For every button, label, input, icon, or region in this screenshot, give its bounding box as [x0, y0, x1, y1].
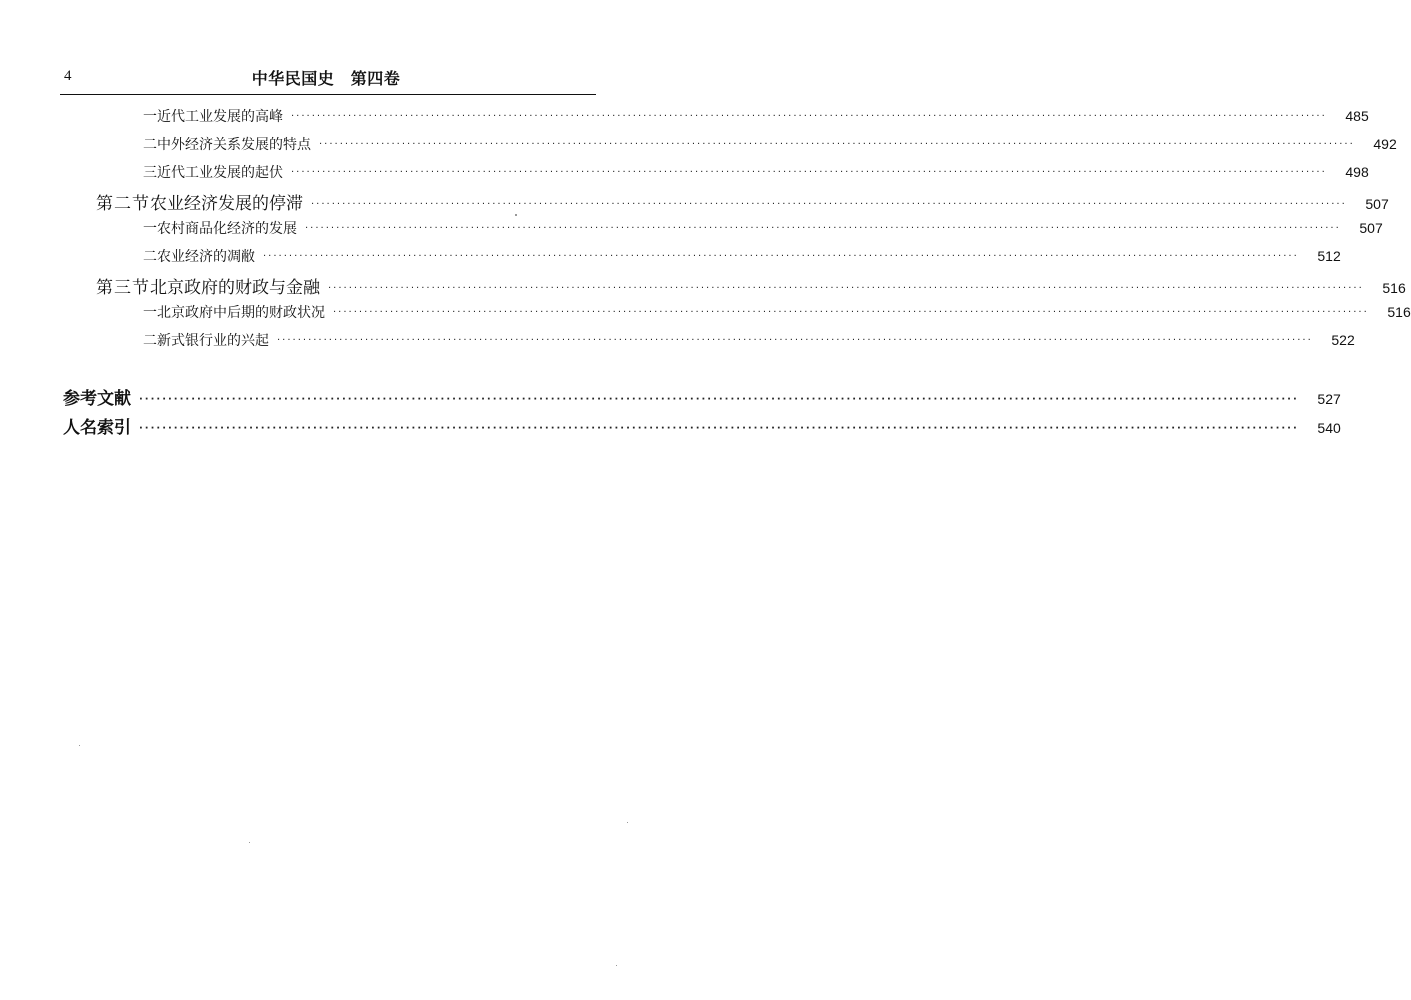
- scan-speck: [515, 214, 517, 216]
- toc-entry-marker: 三: [143, 165, 157, 181]
- toc-leader-dots: ········································································································································································································: [311, 199, 1347, 210]
- toc-leader-dots: ········································································································································································································: [263, 251, 1299, 262]
- toc-entry-marker: 一: [143, 305, 157, 321]
- toc-leader-dots: ········································································································································································································: [277, 335, 1313, 346]
- scan-speck: [616, 965, 617, 966]
- toc-entry-page: 516: [1387, 304, 1411, 320]
- toc-leader-dots: ········································································································································································································: [319, 139, 1355, 150]
- toc-appendix-entry[interactable]: [63, 413, 1341, 438]
- toc-appendix-page: 540: [1317, 420, 1341, 436]
- toc-appendix-title: 参考文献: [63, 389, 131, 409]
- toc-entry-title: 近代工业发展的高峰: [157, 109, 283, 125]
- toc-entry-page: 507: [1359, 220, 1383, 236]
- toc-section-label: 第二节: [96, 194, 150, 214]
- toc-entry-page: 498: [1345, 164, 1369, 180]
- toc-entry[interactable]: [143, 134, 1397, 154]
- toc-appendix-page: 527: [1317, 391, 1341, 407]
- toc-leader-dots: ········································································································································································································: [305, 223, 1341, 234]
- toc-entry-title: 农业经济的凋敝: [157, 249, 255, 265]
- toc-section-title: 农业经济发展的停滞: [150, 194, 303, 214]
- toc-entry-page: 522: [1331, 332, 1355, 348]
- scan-speck: [627, 822, 628, 823]
- toc-appendix-title: 人名索引: [63, 418, 131, 438]
- running-title: 中华民国史 第四卷: [251, 69, 401, 88]
- toc-entry-title: 农村商品化经济的发展: [157, 221, 297, 237]
- toc-entry[interactable]: [143, 218, 1383, 238]
- toc-section-page: 507: [1365, 196, 1389, 212]
- header-rule: [60, 94, 596, 95]
- toc-entry-marker: 二: [143, 249, 157, 265]
- toc-entry-marker: 一: [143, 221, 157, 237]
- toc-entry-page: 492: [1373, 136, 1397, 152]
- toc-section[interactable]: [96, 273, 1406, 298]
- toc-entry[interactable]: [143, 106, 1369, 126]
- toc-section-title: 北京政府的财政与金融: [150, 278, 320, 298]
- toc-leader-dots: ········································································································································································································: [291, 167, 1327, 178]
- toc-entry-marker: 二: [143, 137, 157, 153]
- toc-section[interactable]: [96, 189, 1389, 214]
- toc-section-page: 516: [1382, 280, 1406, 296]
- toc-entry-title: 北京政府中后期的财政状况: [157, 305, 325, 321]
- toc-entry-marker: 一: [143, 109, 157, 125]
- toc-leader-dots: ········································································································································································································: [291, 111, 1327, 122]
- toc-entry-title: 近代工业发展的起伏: [157, 165, 283, 181]
- toc-entry-title: 中外经济关系发展的特点: [157, 137, 311, 153]
- toc-section-label: 第三节: [96, 278, 150, 298]
- scan-speck: [249, 842, 250, 843]
- toc-entry-marker: 二: [143, 333, 157, 349]
- page-number: 4: [64, 68, 72, 84]
- toc-entry[interactable]: [143, 330, 1355, 350]
- toc-entry-title: 新式银行业的兴起: [157, 333, 269, 349]
- toc-leader-dots: ········································································································································································································: [328, 283, 1364, 294]
- toc-appendix-entry[interactable]: [63, 384, 1341, 409]
- scan-speck: [79, 745, 80, 746]
- toc-entry[interactable]: [143, 246, 1341, 266]
- toc-leader-dots: ········································································································································································································: [139, 394, 1299, 405]
- toc-entry[interactable]: [143, 162, 1369, 182]
- toc-entry-page: 512: [1317, 248, 1341, 264]
- toc-entry-page: 485: [1345, 108, 1369, 124]
- toc-leader-dots: ········································································································································································································: [333, 307, 1369, 318]
- toc-leader-dots: ········································································································································································································: [139, 423, 1299, 434]
- toc-entry[interactable]: [143, 302, 1411, 322]
